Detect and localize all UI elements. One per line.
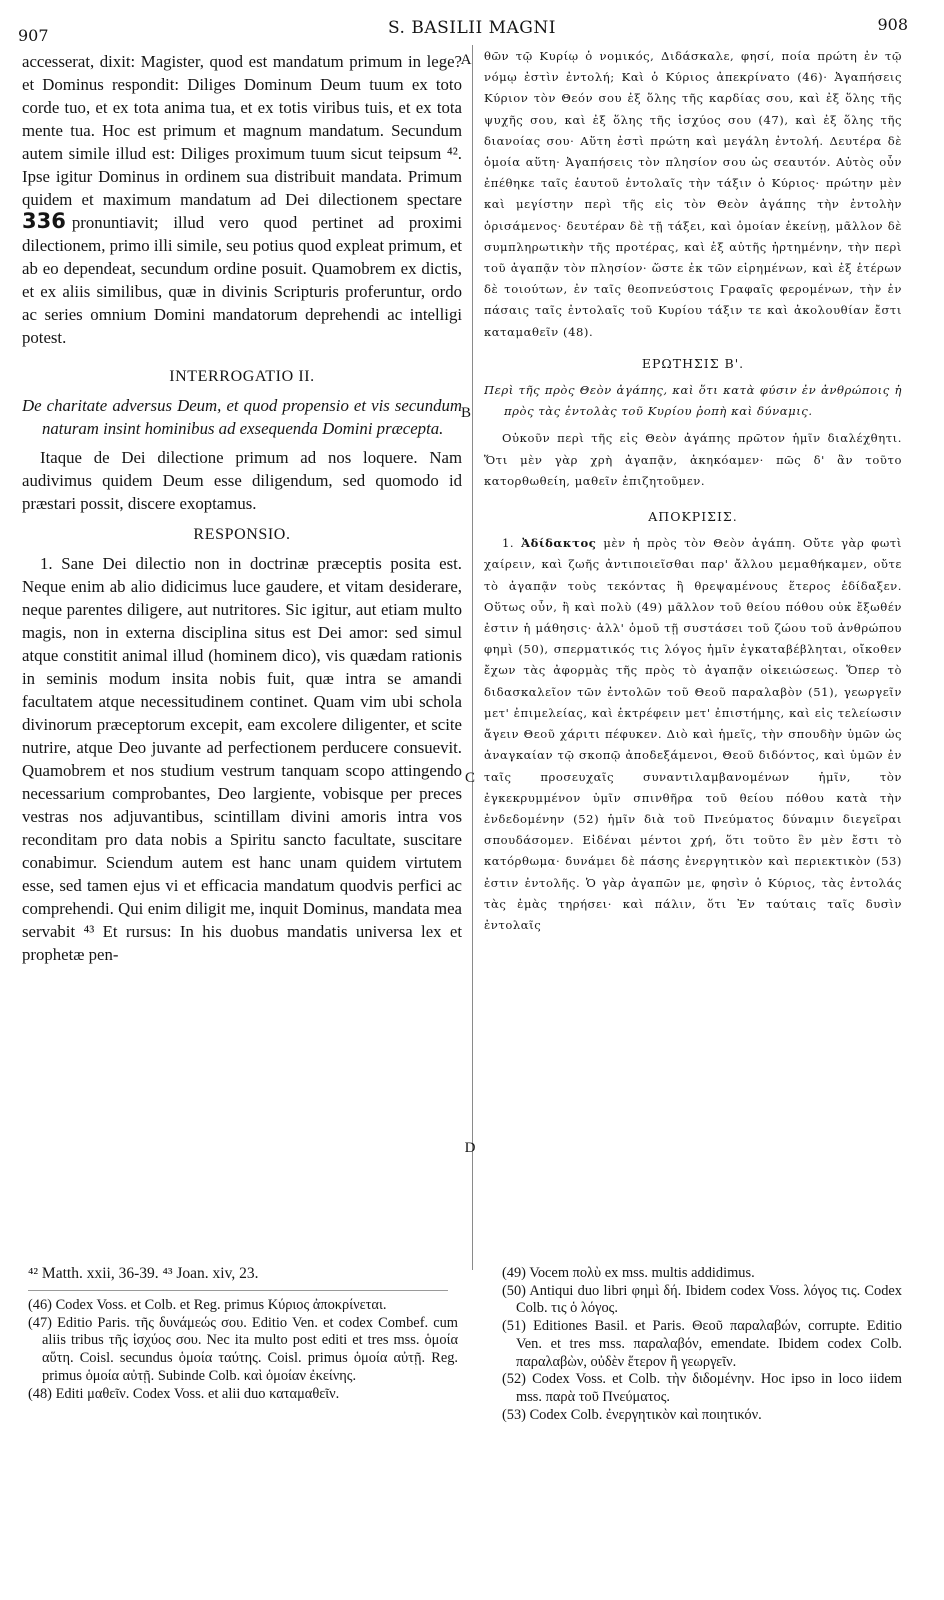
greek-paragraph-1: θῶν τῷ Κυρίῳ ὁ νομικός, Διδάσκαλε, φησί, ποία πρώτη ἐν τῷ νόμῳ ἐστὶν ἐντολή; Καὶ ὁ Κύριος ἀπεκρίνατο (46)· Ἀγαπήσεις Κύριον τὸν Θεόν σου ἐξ ὅλης τῆς καρδίας σου, καὶ ἐξ ὅλης τῆς ψυχῆς σου, καὶ ἐξ ὅλης τῆς ἰσχύος σου (47), καὶ ἐξ ὅλης τῆς διανοίας σου· Αὕτη ἐστὶ πρώτη καὶ μεγάλη ἐντολή. Δευτέρα δὲ ὁμοία αὕτη· Ἀγαπήσεις τὸν πλησίον σου ὡς σεαυτόν. Αὐτὸς οὖν ἐπέθηκε ταῖς ἑαυτοῦ ἐντολαῖς τὴν τάξιν ὁ Κύριος· πρώτην μὲν καὶ μεγίστην περὶ τῆς εἰς τὸν Θεὸν ἀγάπης τὴν ἐντολὴν ὁρισάμενος· δευτέραν δὲ τῇ τάξει, καὶ ὁμοίαν ἐκείνῃ, μᾶλλον δὲ συμπληρωτικὴν τῆς προτέρας, καὶ ἐξ αὐτῆς ἠρτημένην, τὴν περὶ τοῦ ἀγαπᾷν τὸν πλησίον· ὥστε ἐκ τῶν εἰρημένων, καὶ ἐξ ἑτέρων δὲ τοιούτων, ἐν ταῖς θεοπνεύστοις Γραφαῖς φερομένων, τὴν ἐν πάσαις ταῖς ἐντολαῖς τοῦ Κυρίου τάξιν τε καὶ ἀκολουθίαν ἔστι καταμαθεῖν (48). bbox=[484, 49, 902, 339]
latin-paragraph-3: 1. Sane Dei dilectio non in doctrinæ præceptis posita est. Neque enim ab alio didicimus luce gaudere, et vitam desiderare, neque parentes diligere, aut nutritores. Sic igitur, aut etiam multo magis, non in externa disciplina situs est Dei amor: sed simul atque constitit animal illud (hominem dico), vis quædam rationis in seminis modum insita nobis fuit, quæ intra se amandi facultatem atque necessitudinem continet. Quam vim ubi schola divinorum præceptorum excepit, eam excolere diligenter, et scite nutrire, atque Deo juvante ad perfectionem perducere consuevit. Quamobrem et nos studium vestrum tanquam scopo attingendo necessarium comprobantes, Deo largiente, vobisque per preces vestras nos adjuvantibus, scintillam divini amoris intra vos reconditam pro data nobis a Spiritu sancto facultate, suscitare conabimur. Sciendum autem est hanc unam quidem virtutem esse, sed tamen ejus vi et efficacia mandatum quodvis perfici ac comprehendi. Qui enim diligit me, inquit Dominus, mandata mea servabit ⁴³ Et rursus: In his duobus mandatis universa lex et prophetæ pen- bbox=[22, 554, 462, 964]
latin-heading-responsio: RESPONSIO. bbox=[193, 526, 291, 543]
footnote-50: (50) Antiqui duo libri φημὶ δή. Ibidem codex Voss. λόγος τις. Codex Colb. τις ὁ λόγος. bbox=[502, 1282, 902, 1317]
margin-letter-b: B bbox=[460, 405, 471, 421]
greek-heading-apokrisis: ΑΠΟΚΡΙΣΙΣ. bbox=[648, 509, 738, 525]
column-divider bbox=[472, 45, 473, 1270]
greek-paragraph-3 bbox=[484, 533, 902, 936]
latin-column bbox=[22, 50, 462, 1255]
greek-lemma: Ἀδίδακτος bbox=[521, 536, 597, 551]
margin-letter-a: A bbox=[460, 52, 472, 68]
footnote-47: (47) Editio Paris. τῆς δυνάμεώς σου. Editio Ven. et codex Combef. cum aliis tribus τῆς ἰσχύος σου. Nec ita multo post editi et tres mss. ὁμοία αὕτη. Coisl. secundus ὁμοία ταύτης. Coisl. primus ὁμοία αὐτῇ. Reg. primus ὁμοία αὐτῇ. Subinde Colb. καὶ ὁμοίαν ἐκείνης. bbox=[28, 1314, 458, 1384]
scripture-references: ⁴² Matth. xxii, 36-39. ⁴³ Joan. xiv, 23. bbox=[28, 1265, 259, 1282]
footnotes-right bbox=[502, 1265, 902, 1424]
footnote-53: (53) Codex Colb. ἐνεργητικὸν καὶ ποιητικόν. bbox=[502, 1406, 762, 1423]
greek-column bbox=[484, 46, 902, 1261]
running-title: S. BASILII MAGNI bbox=[388, 18, 556, 38]
footnote-52: (52) Codex Voss. et Colb. τὴν διδομένην. Hoc ipso in loco iidem mss. παρὰ τοῦ Πνεύματος. bbox=[502, 1371, 902, 1405]
greek-para-number: 1. bbox=[502, 536, 515, 551]
footnote-49: (49) Vocem πολὺ ex mss. multis addidimus. bbox=[502, 1265, 755, 1281]
greek-heading-erotesis: ΕΡΩΤΗΣΙΣ Β'. bbox=[641, 355, 745, 371]
footnotes-left bbox=[28, 1297, 458, 1403]
greek-subtitle: Περὶ τῆς πρὸς Θεὸν ἀγάπης, καὶ ὅτι κατὰ φύσιν ἐν ἀνθρώποις ἡ πρὸς τὰς ἐντολὰς τοῦ Κυρίου ῥοπὴ καὶ δύναμις. bbox=[484, 383, 902, 419]
footnote-51: (51) Editiones Basil. et Paris. Θεοῦ παραλαβών, corrupte. Editio Ven. et tres mss. παραλαβόν, emendate. Ibidem codex Colb. παραλαβὼν, οὐδὲν ἕτερον ἢ γεωργεῖν. bbox=[502, 1318, 902, 1370]
greek-paragraph-2: Οὐκοῦν περὶ τῆς εἰς Θεὸν ἀγάπης πρῶτον ἡμῖν διαλέχθητι. Ὅτι μὲν γὰρ χρὴ ἀγαπᾷν, ἀκηκόαμεν· πῶς δ' ἂν τοῦτο κατορθωθείη, μαθεῖν ἐπιζητοῦμεν. bbox=[484, 431, 902, 488]
latin-paragraph-2: Itaque de Dei dilectione primum ad nos loquere. Nam audivimus quidem Deum esse diligendum, sed quomodo id præstari possit, discere exoptamus. bbox=[22, 448, 462, 513]
footnote-48: (48) Editi μαθεῖν. Codex Voss. et alii duo καταμαθεῖν. bbox=[28, 1385, 340, 1402]
marginal-number: 336 bbox=[22, 209, 66, 233]
page-number-left: 907 bbox=[18, 26, 49, 45]
margin-letter-d: D bbox=[464, 1140, 476, 1156]
latin-text-1b: pronuntiavit; illud vero quod pertinet ad proximi dilectionem, primo illi simile, seu potius quod expleat primum, et ab eo dependeat, secundum ordine posuit. Quamobrem ex dictis, et ex aliis similibus, quæ in divinis Scripturis proferuntur, ordo ac series omnium Domini mandatorum deprehendi ac intelligi potest. bbox=[22, 213, 462, 347]
latin-subtitle: De charitate adversus Deum, et quod propensio et vis secundum naturam insint hominibus ad exsequenda Domini præcepta. bbox=[22, 396, 462, 438]
greek-text-3: μὲν ἡ πρὸς τὸν Θεὸν ἀγάπη. Οὔτε γὰρ φωτὶ χαίρειν, καὶ ζωῆς ἀντιποιεῖσθαι παρ' ἄλλου μεμαθήκαμεν, οὔτε τὸ ἀγαπᾷν τοὺς τεκόντας ἢ θρεψαμένους ἕτερος ἐδίδαξεν. Οὕτως οὖν, ἢ καὶ πολὺ (49) μᾶλλον τοῦ θείου πόθου οὐκ ἔξωθέν ἐστιν ἡ μάθησις· ἀλλ' ὁμοῦ τῇ συστάσει τοῦ ζώου τοῦ ἀνθρώπου φημὶ (50), σπερματικός τις λόγος ἡμῖν ἐγκαταβέβληται, οἴκοθεν ἔχων τὰς ἀφορμὰς τῆς πρὸς τὸ ἀγαπᾷν οἰκειώσεως. Ὅπερ τὸ διδασκαλεῖον τῶν ἐντολῶν τοῦ Θεοῦ παραλαβὸν (51), γεωργεῖν μετ' ἐπιμελείας, καὶ ἐκτρέφειν μετ' ἐπιστήμης, καὶ εἰς τελείωσιν ἄγειν Θεοῦ χάριτι πέφυκεν. Διὸ καὶ ἡμεῖς, τὴν σπουδὴν ὑμῶν ὡς ἀναγκαίαν τῷ σκοπῷ ἀποδεξάμενοι, Θεοῦ διδόντος, καὶ ὑμῶν ἐν ταῖς προσευχαῖς συναντιλαμβανομένων ἡμῖν, τὸν ἐγκεκρυμμένον ὑμῖν σπινθῆρα τοῦ θείου πόθου κατὰ τὴν ἐνδεδομένην (52) ἡμῖν διὰ τοῦ Πνεύματος δύναμιν διεγεῖραι σπουδάσομεν. Εἰδέναι μέντοι χρή, ὅτι τοῦτο ἓν μὲν ἔστι τὸ κατόρθωμα· δυνάμει δὲ πάσης ἐνεργητικὸν καὶ περιεκτικὸν (53) ἐστιν ἐντολῆς. Ὁ γὰρ ἀγαπῶν με, φησὶν ὁ Κύριος, τὰς ἐντολάς τὰς ἐμὰς τηρήσει· καὶ πάλιν, ὅτι Ἐν ταύταις ταῖς δυσὶν ἐντολαῖς bbox=[484, 536, 902, 932]
page-header bbox=[0, 12, 944, 45]
latin-text-1a: accesserat, dixit: Magister, quod est mandatum primum in lege? et Dominus respondit: Diliges Dominum Deum tuum ex toto corde tuo, et ex tota anima tua, et ex totis viribus tuis, et ex tota mente tua. Hoc est primum et magnum mandatum. Secundum autem simile illud est: Diliges proximum tuum sicut teipsum ⁴². Ipse igitur Dominus in ordinem sua distribuit mandata. Primum quidem et maximum mandatum ad Dei dilectionem spectare bbox=[22, 52, 462, 209]
latin-paragraph-1 bbox=[22, 50, 462, 349]
page-number-right: 908 bbox=[877, 15, 908, 34]
footnote-46: (46) Codex Voss. et Colb. et Reg. primus Κύριος ἀποκρίνεται. bbox=[28, 1297, 387, 1313]
footnote-divider bbox=[28, 1290, 448, 1291]
margin-letter-c: C bbox=[464, 770, 475, 786]
latin-heading-interrogatio: INTERROGATIO II. bbox=[169, 368, 315, 385]
